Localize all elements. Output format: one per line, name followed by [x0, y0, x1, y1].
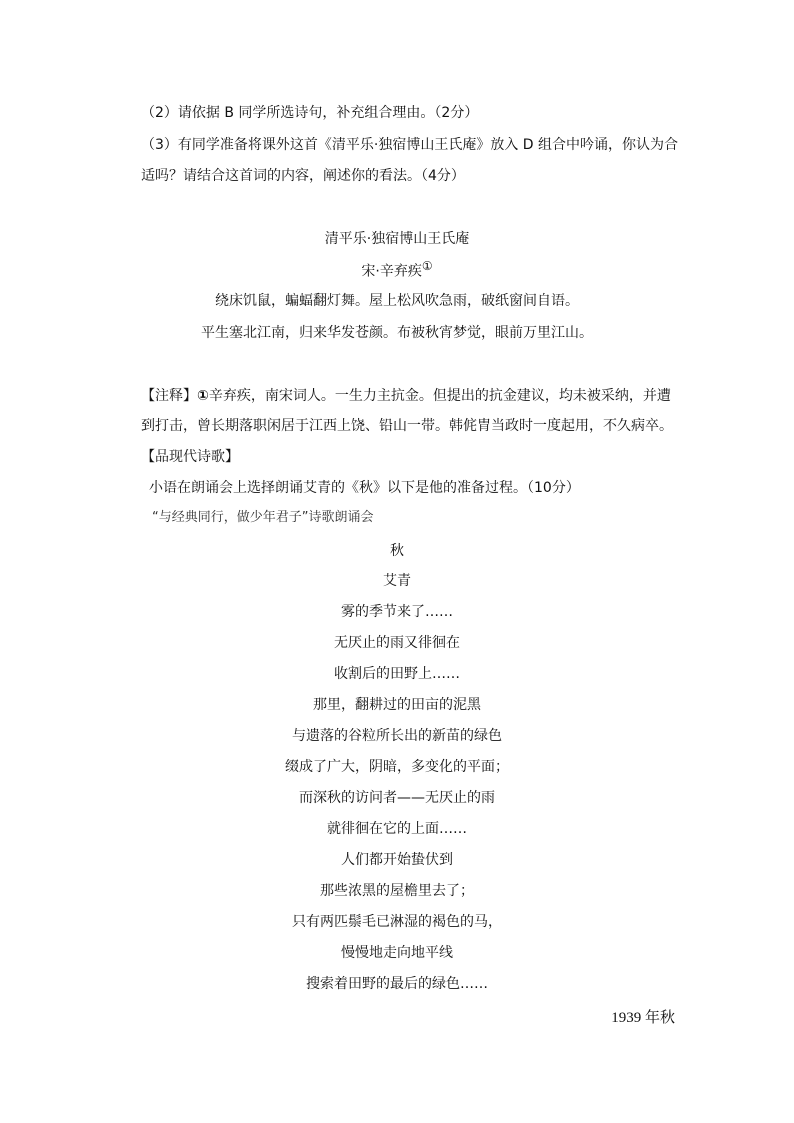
annotation-text-1: 辛弃疾，南宋词人。一生力主抗金。但提出的抗金建议，均未被采纳，并遭 — [208, 388, 671, 404]
modern-poem-title: 秋 — [390, 543, 404, 559]
modern-poem-line: 无厌止的雨又徘徊在 — [334, 635, 460, 651]
modern-poem-line: 只有两匹鬃毛已淋湿的褐色的马， — [292, 914, 502, 930]
question-2: （2）请依据 B 同学所选诗句，补充组合理由。（2分） — [141, 105, 479, 121]
ci-poem-author — [0, 260, 794, 282]
event-title: “与经典同行，做少年君子”诗歌朗诵会 — [152, 510, 374, 525]
annotation-label: 【注释】 — [141, 388, 197, 404]
modern-poem-line: 雾的季节来了…… — [341, 604, 453, 620]
question-3-line-2: 适吗？请结合这首词的内容，阐述你的看法。（4分） — [141, 168, 465, 184]
modern-poem-author: 艾青 — [383, 573, 411, 589]
annotation-line-2: 到打击，曾长期落职闲居于江西上饶、铅山一带。韩侂胄当政时一度起用，不久病卒。 — [141, 418, 673, 434]
ci-poem-author-name: 宋·辛弃疾 — [361, 263, 422, 280]
annotation-mark: ① — [197, 388, 209, 404]
modern-section-intro: 小语在朗诵会上选择朗诵艾青的《秋》以下是他的准备过程。（10分） — [149, 480, 580, 496]
modern-poem-line: 慢慢地走向地平线 — [341, 945, 453, 961]
modern-poem-line: 那里，翻耕过的田亩的泥黑 — [313, 697, 481, 713]
annotation-line-1 — [141, 386, 671, 406]
ci-poem-footnote-mark: ① — [421, 259, 433, 273]
modern-poem-line: 与遗落的谷粒所长出的新苗的绿色 — [292, 728, 502, 744]
modern-poem-line: 缀成了广大，阴暗，多变化的平面； — [285, 759, 509, 775]
modern-poem-line: 而深秋的访问者——无厌止的雨 — [299, 790, 495, 806]
ci-poem-title: 清平乐·独宿博山王氏庵 — [324, 231, 470, 247]
modern-poem-line: 人们都开始蛰伏到 — [341, 852, 453, 868]
ci-poem-line-1: 绕床饥鼠，蝙蝠翻灯舞。屋上松风吹急雨，破纸窗间自语。 — [215, 293, 579, 309]
modern-poem-date: 1939 年秋 — [611, 1010, 675, 1026]
modern-poem-line: 就徘徊在它的上面…… — [327, 821, 467, 837]
question-3-line-1: （3）有同学准备将课外这首《清平乐·独宿博山王氏庵》放入 D 组合中吟诵，你认为合 — [141, 137, 679, 153]
modern-poem-line: 那些浓黑的屋檐里去了； — [320, 883, 474, 899]
ci-poem-line-2: 平生塞北江南，归来华发苍颜。布被秋宵梦觉，眼前万里江山。 — [201, 325, 593, 341]
modern-poem-line: 收割后的田野上…… — [334, 666, 460, 682]
modern-section-heading: 【品现代诗歌】 — [141, 449, 239, 465]
modern-poem-line: 搜索着田野的最后的绿色…… — [306, 976, 488, 992]
